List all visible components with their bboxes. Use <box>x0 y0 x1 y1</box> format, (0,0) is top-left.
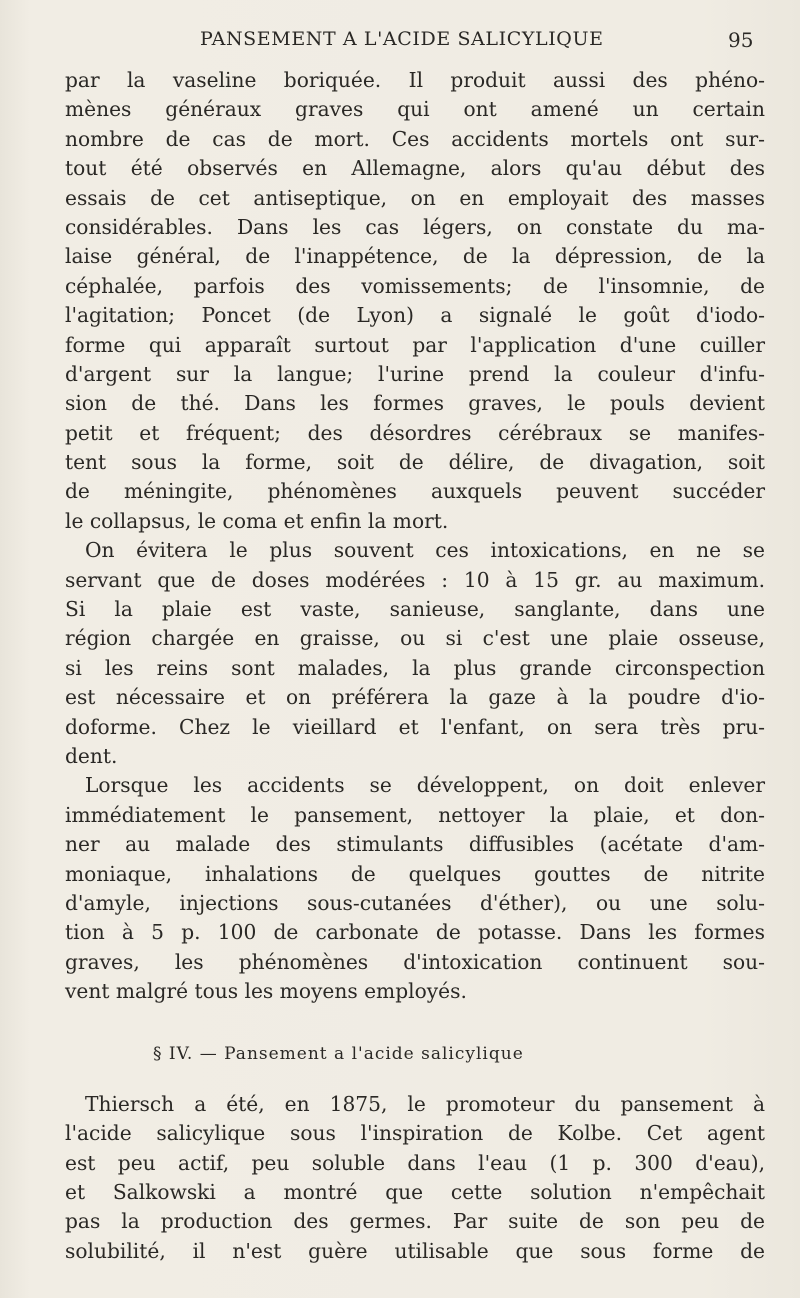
text-line: petit et fréquent; des désordres cérébraux se manifes- <box>65 420 765 445</box>
text-line: On évitera le plus souvent ces intoxications, en ne se <box>85 538 765 563</box>
text-line: graves, les phénomènes d'intoxication continuent sou- <box>65 949 765 974</box>
text-line: l'agitation; Poncet (de Lyon) a signalé le goût d'iodo- <box>65 303 765 328</box>
text-line: est nécessaire et on préférera la gaze à la poudre d'io- <box>65 685 765 710</box>
text-line: laise général, de l'inappétence, de la dépression, de la <box>65 244 765 269</box>
text-line: vent malgré tous les moyens employés. <box>65 979 467 1004</box>
text-line: forme qui apparaît surtout par l'application d'une cuiller <box>65 332 765 357</box>
page-header <box>0 28 800 60</box>
text-line: tion à 5 p. 100 de carbonate de potasse. Dans les formes <box>65 920 765 945</box>
text-line: dent. <box>65 743 118 768</box>
text-line: l'acide salicylique sous l'inspiration de Kolbe. Cet agent <box>65 1121 765 1146</box>
text-line: Thiersch a été, en 1875, le promoteur du pansement à <box>85 1091 765 1116</box>
text-line: ner au malade des stimulants diffusibles (acétate d'am- <box>65 832 765 857</box>
text-line: considérables. Dans les cas légers, on constate du ma- <box>65 214 765 239</box>
text-line: de méningite, phénomènes auxquels peuvent succéder <box>65 479 765 504</box>
text-line: tent sous la forme, soit de délire, de divagation, soit <box>65 450 765 475</box>
running-title: PANSEMENT A L'ACIDE SALICYLIQUE <box>200 28 604 50</box>
text-line: d'amyle, injections sous-cutanées d'éther), ou une solu- <box>65 890 765 915</box>
text-line: immédiatement le pansement, nettoyer la plaie, et don- <box>65 802 765 827</box>
text-line: céphalée, parfois des vomissements; de l'insomnie, de <box>65 273 765 298</box>
text-line: doforme. Chez le vieillard et l'enfant, on sera très pru- <box>65 714 765 739</box>
text-line: région chargée en graisse, ou si c'est une plaie osseuse, <box>65 626 765 651</box>
text-line: d'argent sur la langue; l'urine prend la couleur d'infu- <box>65 361 765 386</box>
text-line: si les reins sont malades, la plus grande circonspection <box>65 655 765 680</box>
text-line: tout été observés en Allemagne, alors qu'au début des <box>65 156 765 181</box>
text-line: est peu actif, peu soluble dans l'eau (1 p. 300 d'eau), <box>65 1150 765 1175</box>
text-line: et Salkowski a montré que cette solution n'empêchait <box>65 1180 765 1205</box>
page-number: 95 <box>728 28 754 52</box>
section-heading: § IV. — Pansement a l'acide salicylique <box>153 1043 524 1064</box>
text-line: par la vaseline boriquée. Il produit aussi des phéno- <box>65 68 765 92</box>
text-line: nombre de cas de mort. Ces accidents mortels ont sur- <box>65 126 765 151</box>
text-line: Si la plaie est vaste, sanieuse, sanglante, dans une <box>65 597 765 622</box>
text-line: mènes généraux graves qui ont amené un certain <box>65 97 765 122</box>
body-text <box>65 66 765 1266</box>
text-line: Lorsque les accidents se développent, on doit enlever <box>85 773 765 798</box>
text-line: solubilité, il n'est guère utilisable que sous forme de <box>65 1238 765 1263</box>
text-line: le collapsus, le coma et enfin la mort. <box>65 508 449 533</box>
text-line: sion de thé. Dans les formes graves, le pouls devient <box>65 391 765 416</box>
text-line: moniaque, inhalations de quelques gouttes de nitrite <box>65 861 765 886</box>
text-line: essais de cet antiseptique, on en employait des masses <box>65 185 765 210</box>
text-line: pas la production des germes. Par suite de son peu de <box>65 1209 765 1234</box>
text-line: servant que de doses modérées : 10 à 15 gr. au maximum. <box>65 567 765 592</box>
